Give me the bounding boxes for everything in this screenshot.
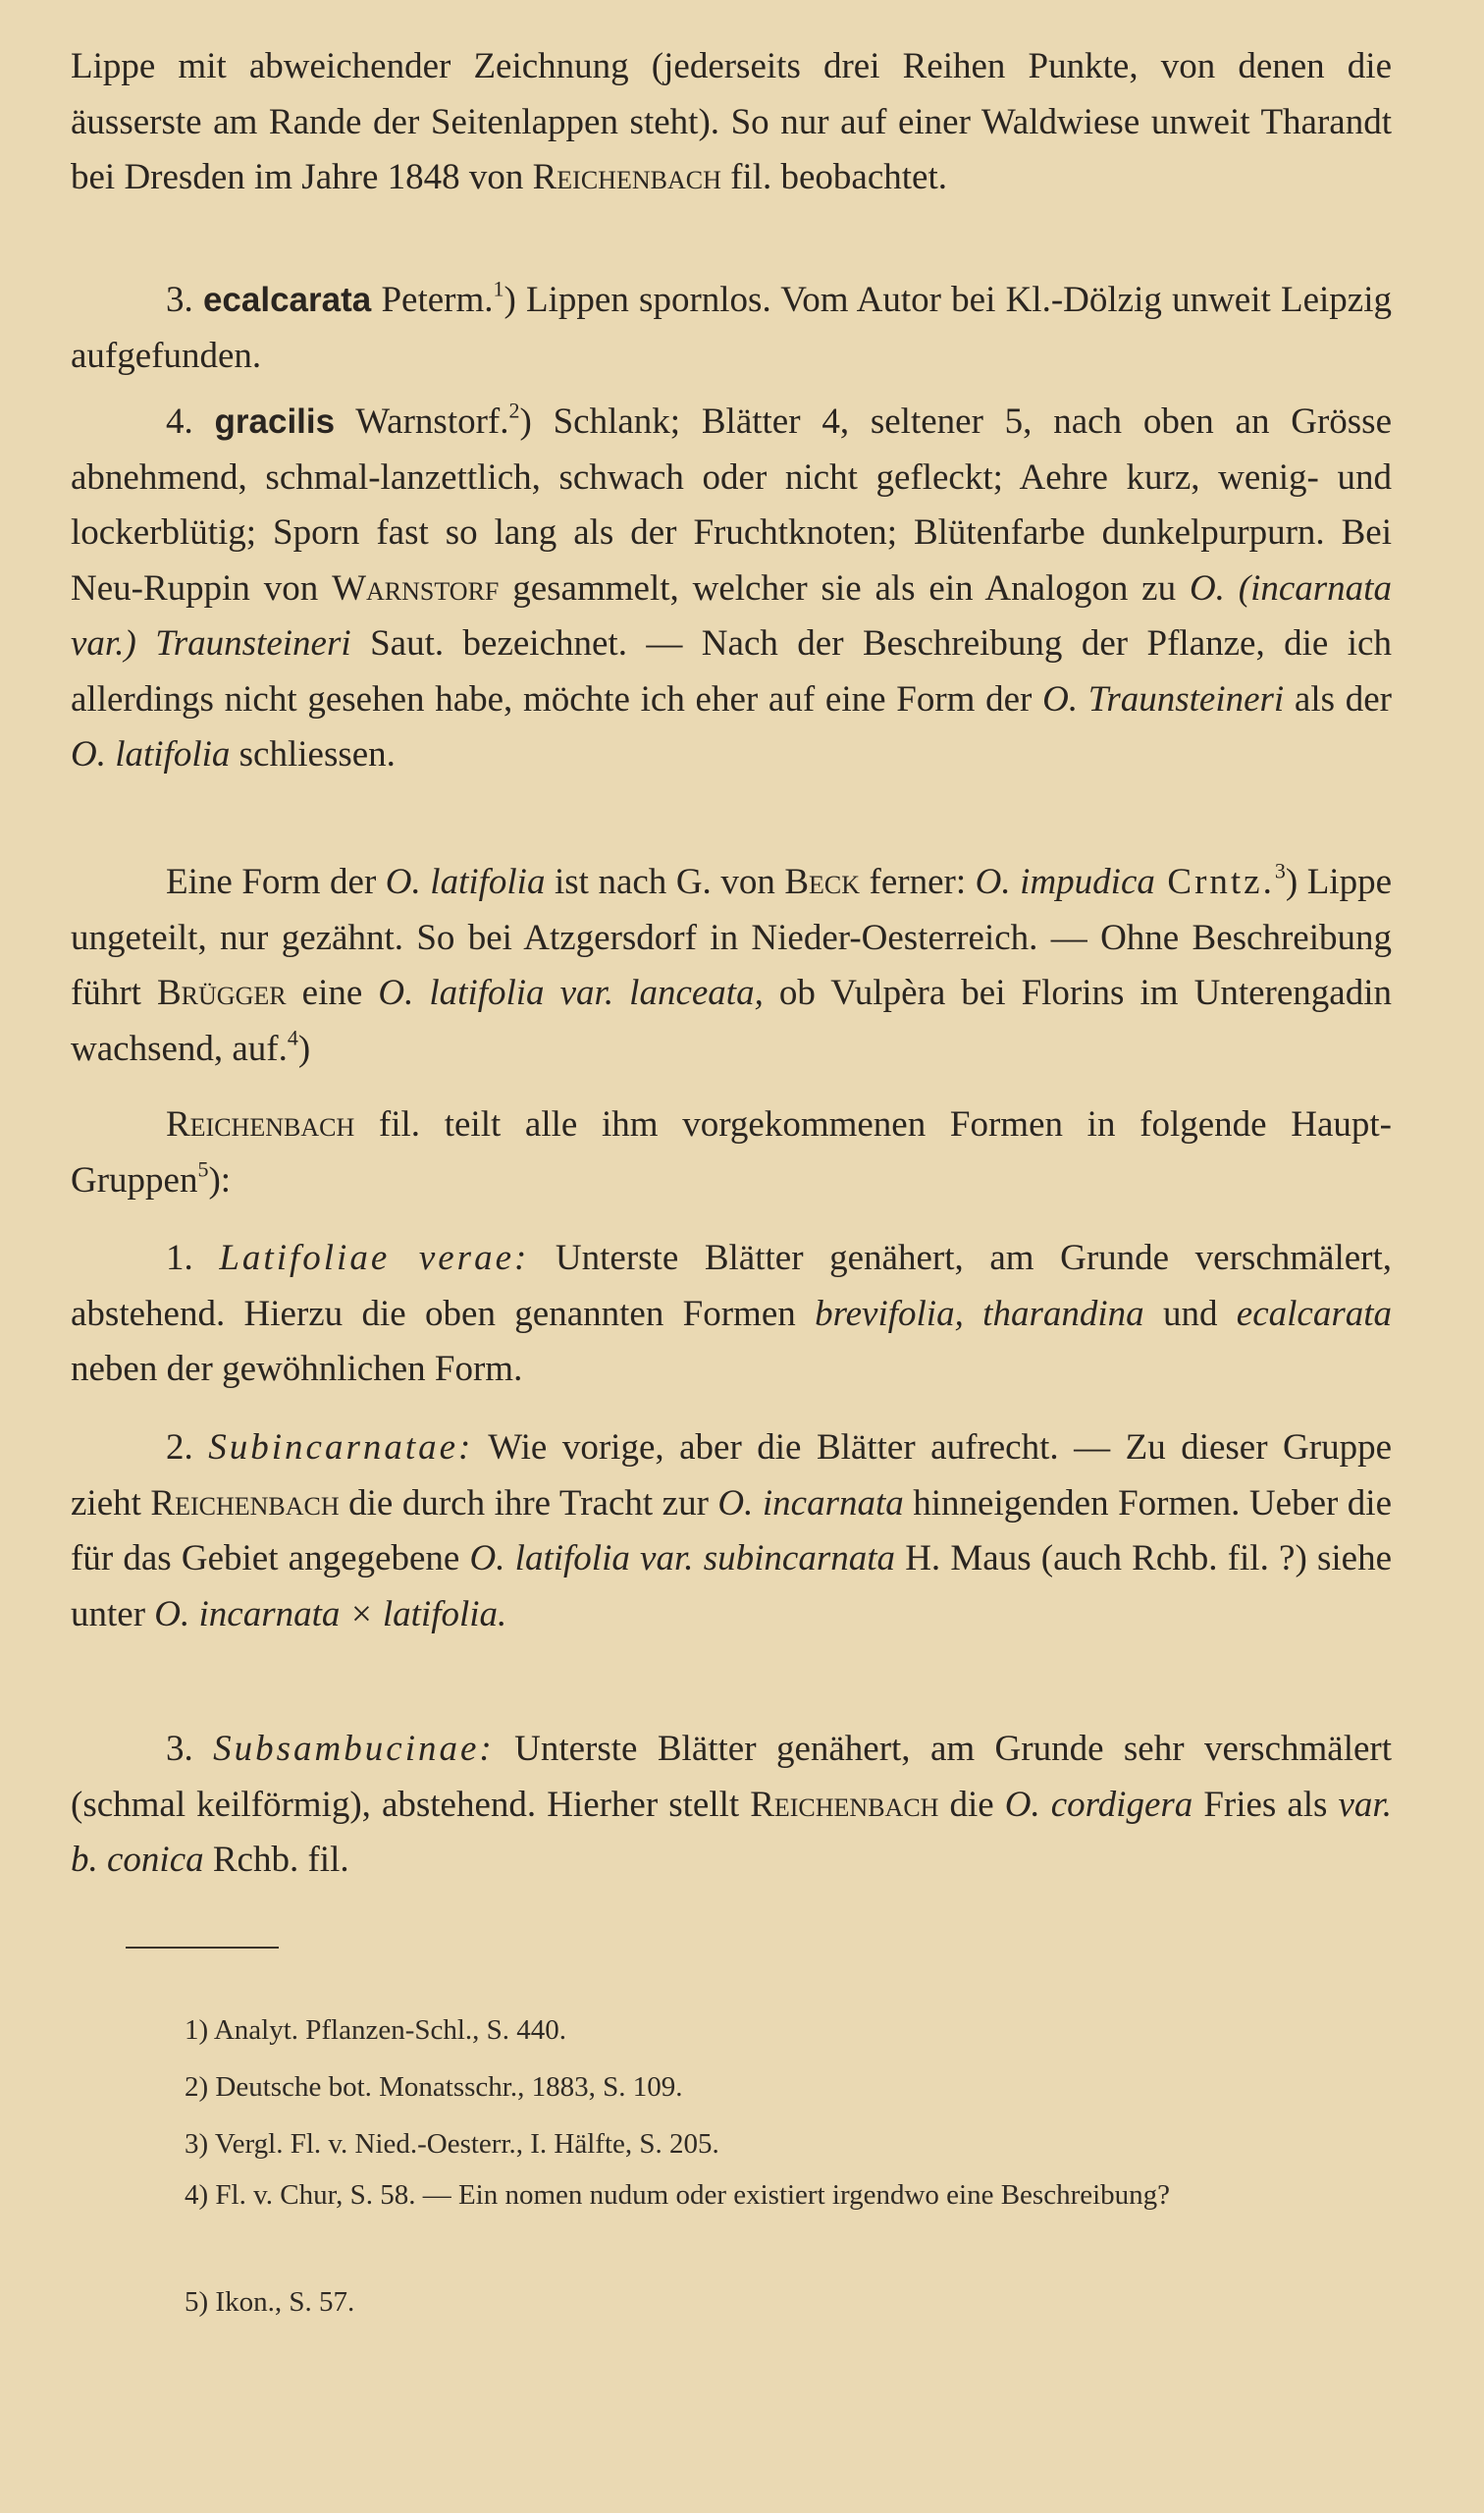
paragraph-text: ) Lippe ungeteilt, nur gezähnt. So bei Atzgersdorf in Nieder-Oesterreich. — Ohne Beschreibung führt — [71, 862, 1393, 1013]
paragraph-group-2 — [71, 1420, 1392, 1642]
footnote-number: 1) — [185, 2014, 209, 2046]
paragraph-text: eine — [286, 973, 379, 1013]
species-name: O. latifolia var. lanceata, — [378, 973, 764, 1013]
footnote-divider — [126, 1947, 279, 1949]
species-name: O. cordigera — [1004, 1784, 1193, 1825]
footnote-number: 4) — [185, 2179, 209, 2211]
author-name: Warnstorf. — [335, 401, 509, 442]
author-name: Peterm. — [371, 280, 494, 320]
footnote-number: 3) — [185, 2128, 209, 2160]
author-name: Reichenbach — [750, 1784, 939, 1825]
item-number: 3. — [166, 280, 203, 320]
paragraph-form — [71, 855, 1392, 1077]
paragraph-text: Saut. bezeichnet. — Nach der Beschreibung der Pflanze, die ich allerdings nicht gesehen habe, möchte ich eher auf eine Form der — [71, 623, 1392, 720]
paragraph-text: ) Schlank; Blätter 4, seltener 5, nach oben an Grösse abnehmend, schmal-lanzettlich, schwach oder nicht gefleckt; Aehre kurz, wenig- und lockerblütig; Sporn fast so lang als der Fruchtknoten; Blütenfarbe dunkelpurpurn. Bei Neu-Ruppin von — [71, 401, 1392, 609]
footnote-text: Fl. v. Chur, S. 58. — Ein nomen nudum oder existiert irgendwo eine Beschreibung? — [208, 2179, 1171, 2211]
paragraph-text: ) — [297, 1028, 311, 1069]
paragraph-text: fil. beobachtet. — [720, 157, 947, 197]
paragraph-text: Unterste Blätter genähert, am Grunde verschmälert, abstehend. Hierzu die oben genannten Formen — [71, 1238, 1393, 1334]
paragraph-text: schliessen. — [230, 734, 396, 775]
footnote-ref: 1 — [493, 276, 504, 301]
paragraph-groups-intro — [71, 1097, 1392, 1208]
taxon-name: gracilis — [214, 402, 336, 441]
paragraph-gracilis — [71, 395, 1392, 783]
footnote-ref: 2 — [508, 398, 520, 423]
footnote-ref: 4 — [287, 1025, 298, 1050]
paragraph-text: ob Vulpèra bei Florins im Unterengadin wachsend, auf. — [71, 973, 1392, 1069]
footnote-text: Ikon., S. 57. — [208, 2286, 355, 2318]
paragraph-group-3 — [71, 1722, 1392, 1889]
group-name: Subsambucinae: — [213, 1729, 495, 1769]
paragraph-text: ferner: — [860, 862, 976, 902]
species-name: O. latifolia var. subincarnata — [469, 1538, 895, 1578]
footnote-text: Analyt. Pflanzen-Schl., S. 440. — [208, 2014, 567, 2046]
species-name: O. (incarnata var.) Traunsteineri — [71, 567, 1392, 664]
item-number: 2. — [166, 1427, 209, 1468]
species-name: var. b. conica — [71, 1784, 1392, 1880]
paragraph-text: Wie vorige, aber die Blätter aufrecht. — Zu dieser Gruppe zieht — [71, 1427, 1392, 1524]
group-name: Latifoliae verae: — [219, 1238, 530, 1278]
species-name: ecalcarata — [1236, 1293, 1393, 1334]
footnote-ref: 3 — [1274, 858, 1286, 883]
species-name: O. Traunsteineri — [1042, 678, 1285, 720]
footnote-4 — [82, 2173, 1394, 2217]
group-name: Subincarnatae: — [208, 1427, 474, 1468]
footnote-number: 2) — [185, 2071, 209, 2103]
species-name: O. incarnata — [717, 1482, 904, 1524]
item-number: 3. — [166, 1729, 214, 1769]
footnote-5 — [82, 2274, 1394, 2330]
footnote-3 — [82, 2116, 1394, 2172]
species-name: O. incarnata × latifolia. — [154, 1593, 507, 1634]
paragraph-group-1 — [71, 1231, 1392, 1398]
species-name: O. latifolia — [71, 734, 231, 775]
paragraph-text: fil. teilt alle ihm vorgekommenen Formen in folgende Haupt-Gruppen — [71, 1104, 1392, 1201]
paragraph-continuation — [71, 39, 1392, 206]
paragraph-text: als der — [1284, 678, 1392, 720]
author-name: Crntz. — [1154, 862, 1275, 902]
paragraph-text: neben der gewöhnlichen Form. — [71, 1349, 523, 1389]
paragraph-text: die — [938, 1784, 1005, 1825]
paragraph-text: ) Lippen spornlos. Vom Autor bei Kl.-Dölzig unweit Leipzig aufgefunden. — [71, 280, 1392, 376]
author-name: Brügger — [157, 973, 287, 1013]
footnote-1 — [82, 2003, 1394, 2059]
author-name: Reichenbach — [532, 157, 721, 197]
footnote-number: 5) — [185, 2286, 209, 2318]
species-name: O. impudica — [975, 862, 1155, 902]
footnote-text: Vergl. Fl. v. Nied.-Oesterr., I. Hälfte, S. 205. — [208, 2128, 719, 2160]
author-name: Beck — [784, 862, 861, 902]
paragraph-text: hinneigenden Formen. Ueber die für das Gebiet angegebene — [71, 1482, 1393, 1578]
species-name: brevifolia, tharandina — [815, 1293, 1144, 1334]
author-name: Reichenbach — [166, 1104, 355, 1145]
paragraph-text: H. Maus (auch Rchb. fil. ?) siehe unter — [71, 1538, 1392, 1634]
footnote-text: Deutsche bot. Monatsschr., 1883, S. 109. — [208, 2071, 683, 2103]
item-number: 4. — [166, 401, 215, 442]
species-name: O. latifolia — [385, 862, 546, 902]
item-number: 1. — [166, 1238, 220, 1278]
paragraph-text: ): — [208, 1159, 232, 1201]
taxon-name: ecalcarata — [202, 281, 372, 319]
paragraph-text: Eine Form der — [166, 862, 386, 902]
paragraph-text: ist nach G. von — [545, 862, 785, 902]
paragraph-text: Fries als — [1192, 1784, 1339, 1825]
footnote-ref: 5 — [197, 1156, 209, 1182]
paragraph-text: gesammelt, welcher sie als ein Analogon zu — [499, 567, 1190, 609]
paragraph-text: Lippe mit abweichender Zeichnung (jederseits drei Reihen Punkte, von denen die äusserste am Rande der Seitenlappen steht). So nur auf einer Waldwiese unweit Tharandt bei Dresden im Jahre 1848 von — [71, 46, 1392, 197]
author-name: Warnstorf — [332, 567, 500, 609]
paragraph-text: Rchb. fil. — [203, 1840, 349, 1880]
paragraph-text: die durch ihre Tracht zur — [339, 1482, 718, 1524]
paragraph-text: Unterste Blätter genähert, am Grunde sehr verschmälert (schmal keilförmig), abstehend. Hierher stellt — [71, 1729, 1393, 1825]
footnote-2 — [82, 2059, 1394, 2115]
author-name: Reichenbach — [150, 1482, 340, 1524]
paragraph-ecalcarata — [71, 273, 1392, 384]
paragraph-text: und — [1143, 1293, 1237, 1334]
